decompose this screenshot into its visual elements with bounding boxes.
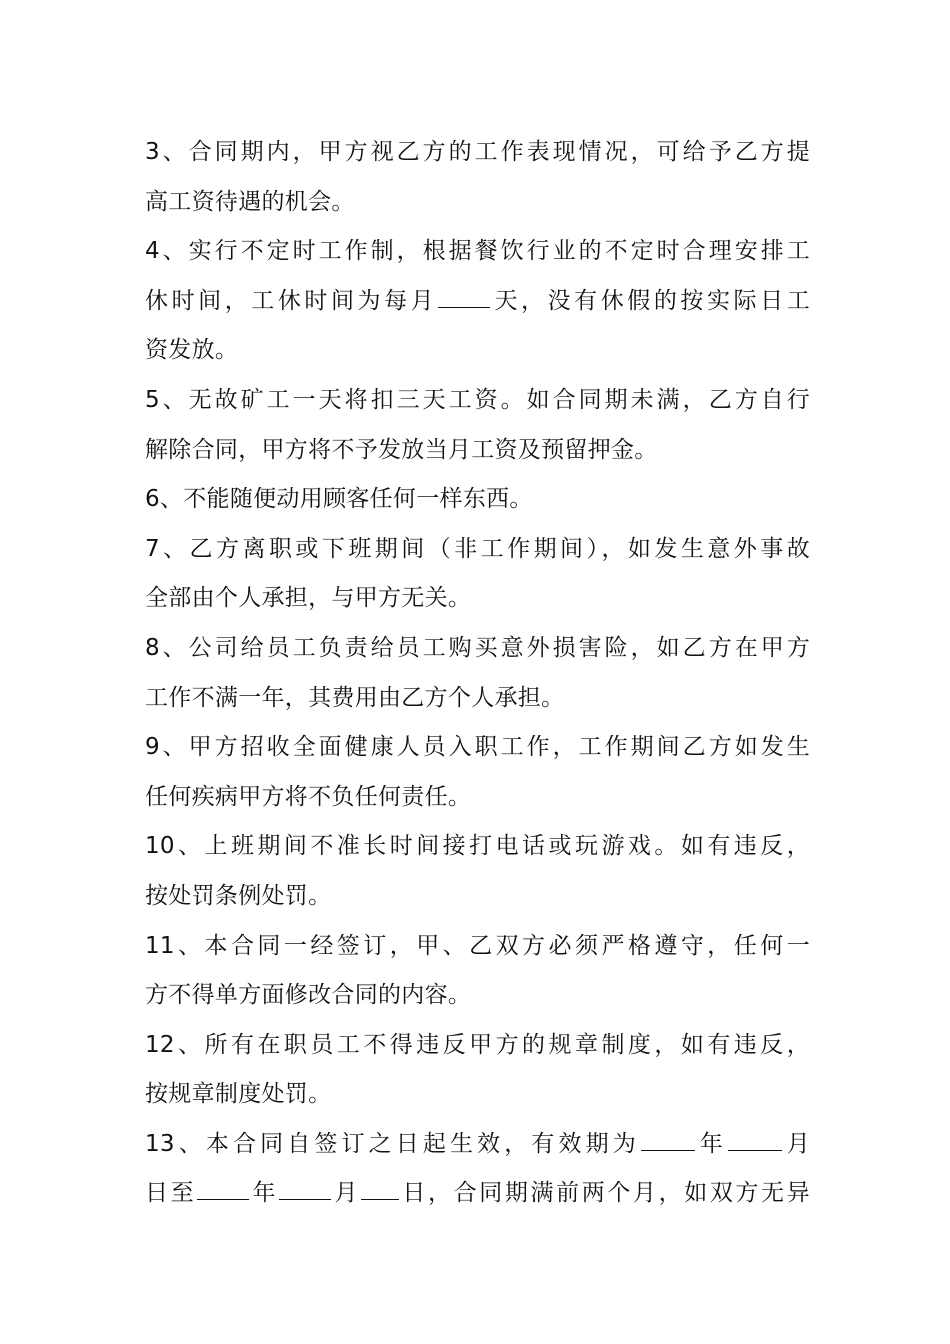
line-text: 3、合同期内，甲方视乙方的工作表现情况，可给予乙方提 [145, 139, 810, 165]
line-text: 8、公司给员工负责给员工购买意外损害险，如乙方在甲方 [145, 634, 810, 661]
text-line [145, 376, 810, 426]
fill-in-blank-months [728, 1120, 782, 1151]
text-line [145, 624, 810, 674]
fill-in-blank-end-day [361, 1169, 399, 1200]
line-text: 全部由个人承担，与甲方无关。 [145, 585, 472, 612]
text-line [145, 326, 810, 376]
text-line [145, 971, 810, 1021]
text-line [145, 525, 810, 575]
text-line [145, 773, 810, 823]
fill-in-blank-days [438, 277, 490, 308]
text-line [145, 426, 810, 476]
line-text: 高工资待遇的机会。 [145, 188, 355, 215]
line-text: 年 [695, 1130, 727, 1157]
line-text: 资发放。 [145, 337, 239, 364]
line-text: 解除合同，甲方将不予发放当月工资及预留押金。 [145, 436, 658, 463]
line-text: 日，合同期满前两个月，如双方无异 [400, 1180, 810, 1207]
line-text: 6、不能随便动用顾客任何一样东西。 [145, 486, 533, 513]
line-text: 月 [782, 1130, 810, 1157]
line-text: 方不得单方面修改合同的内容。 [145, 982, 472, 1009]
document-body [145, 128, 810, 1219]
text-line [145, 723, 810, 773]
line-text: 7、乙方离职或下班期间（非工作期间），如发生意外事故 [145, 535, 810, 562]
text-line [145, 872, 810, 922]
text-line [145, 178, 810, 228]
line-text: 年 [250, 1180, 279, 1207]
text-line [145, 277, 810, 327]
text-line [145, 1120, 810, 1170]
line-text: 休时间，工休时间为每月 [145, 287, 438, 314]
line-text: 10、上班期间不准长时间接打电话或玩游戏。如有违反， [145, 833, 810, 860]
line-text: 11、本合同一经签订，甲、乙双方必须严格遵守，任何一 [145, 932, 810, 959]
line-text: 4、实行不定时工作制，根据餐饮行业的不定时合理安排工 [145, 238, 810, 265]
fill-in-blank-end-year [197, 1169, 249, 1200]
text-line [145, 1070, 810, 1120]
text-line [145, 227, 810, 277]
text-line [145, 922, 810, 972]
fill-in-blank-end-month [279, 1169, 331, 1200]
line-text: 日至 [145, 1180, 197, 1207]
line-text: 按处罚条例处罚。 [145, 882, 332, 909]
line-text: 任何疾病甲方将不负任何责任。 [145, 783, 472, 810]
text-line [145, 128, 810, 178]
line-text: 天，没有休假的按实际日工 [491, 287, 810, 314]
line-text: 按规章制度处罚。 [145, 1081, 332, 1108]
line-text: 12、所有在职员工不得违反甲方的规章制度，如有违反， [145, 1031, 810, 1058]
text-line [145, 1169, 810, 1219]
text-line [145, 574, 810, 624]
line-text: 13、本合同自签订之日起生效，有效期为 [145, 1130, 640, 1157]
fill-in-blank-years [641, 1120, 695, 1151]
text-line [145, 475, 810, 525]
line-text: 工作不满一年，其费用由乙方个人承担。 [145, 684, 565, 711]
line-text: 9、甲方招收全面健康人员入职工作，工作期间乙方如发生 [145, 734, 810, 761]
line-text: 月 [332, 1180, 361, 1207]
text-line [145, 674, 810, 724]
text-line [145, 1021, 810, 1071]
text-line [145, 822, 810, 872]
line-text: 5、无故矿工一天将扣三天工资。如合同期未满，乙方自行 [145, 386, 810, 413]
